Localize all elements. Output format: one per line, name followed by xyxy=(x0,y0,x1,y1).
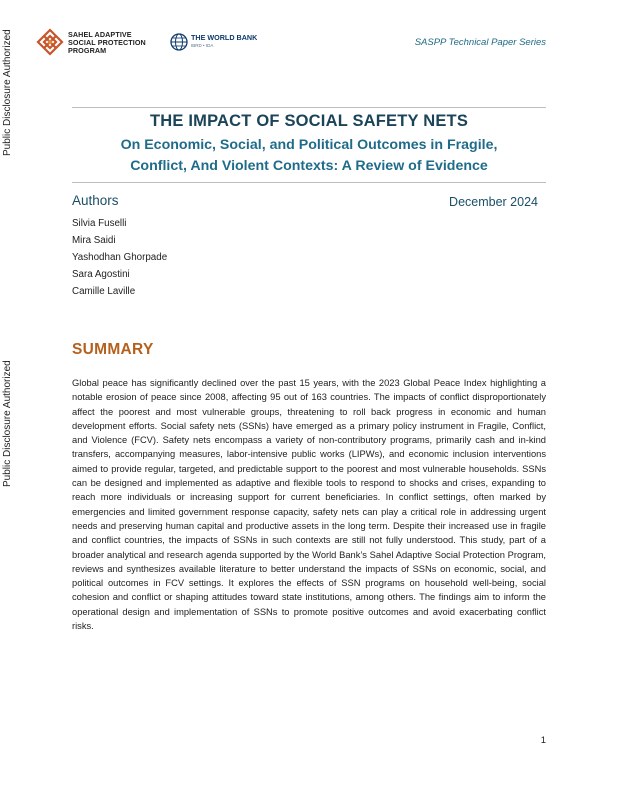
sahel-logo-line3: PROGRAM xyxy=(68,46,107,55)
sahel-logo-text xyxy=(68,31,146,55)
globe-icon xyxy=(170,33,188,51)
page-number: 1 xyxy=(540,735,546,746)
publication-date: December 2024 xyxy=(449,195,538,209)
author-name: Camille Laville xyxy=(72,286,136,297)
title-block xyxy=(72,112,546,177)
knot-mark-icon xyxy=(36,28,64,58)
world-bank-sub: IBRD • IDA xyxy=(191,43,214,48)
author-name: Yashodhan Ghorpade xyxy=(72,252,168,263)
world-bank-logo-text xyxy=(191,34,257,50)
title-top-divider xyxy=(72,107,546,108)
sahel-logo-line2: SOCIAL PROTECTION xyxy=(68,38,146,47)
world-bank-name: THE WORLD BANK xyxy=(191,33,258,42)
summary-body: Global peace has significantly declined over the past 15 years, with the 2023 Global Peace Index highlighting a notable erosion of peace since 2008, affecting 95 out of 163 countries. The impacts of conflict disproportionately affect the poorest and most vulnerable groups, threatening to roll back progress in economic and human development efforts. Social safety nets (SSNs) have emerged as a primary policy instrument in Fragile, Conflict, and Violence (FCV). Safety nets encompass a variety of non-contributory programs, primarily cash and in-kind transfers, accompanying measures, labor-intensive public works (LIPWs), and economic inclusion interventions aimed to provide regular, targeted, and predictable support to the poorest and most vulnerable households. SSNs can be designed and implemented as adaptive and flexible tools to respond to shocks and crises, expanding to reach more individuals or increasing support for current beneficiaries. In conflict settings, often marked by emergencies and limited government response capacity, safety nets can play a critical role in addressing urgent needs and preserving human capital and productive assets in the long term. Despite their increased use in fragile and conflict countries, the impacts of SSNs in such contexts are still not fully understood. This study, part of a broader analytical and research agenda supported by the World Bank’s Sahel Adaptive Social Protection Program, reviews and synthesizes available literature to better understand the impacts of SSNs on economic, social, and political outcomes in FCV settings. It explores the effects of SSN programs on household well-being, social cohesion and conflict or shaping attitudes toward state institutions, among others. The findings aim to inform the operational design and implementation of SSNs to promote positive outcomes and avoid exacerbating conflict risks. xyxy=(72,378,546,632)
author-name: Mira Saidi xyxy=(72,235,116,246)
sahel-logo-line1: SAHEL ADAPTIVE xyxy=(68,30,132,39)
series-name: SASPP Technical Paper Series xyxy=(414,37,546,48)
main-title: THE IMPACT OF SOCIAL SAFETY NETS xyxy=(149,112,469,130)
author-name: Sara Agostini xyxy=(72,269,130,280)
subtitle-line1: On Economic, Social, and Political Outcomes in Fragile, xyxy=(120,137,498,153)
authors-heading: Authors xyxy=(72,193,119,208)
authors-list xyxy=(72,215,167,300)
subtitle xyxy=(72,135,546,177)
public-disclosure-label-bottom: Public Disclosure Authorized xyxy=(2,360,13,487)
world-bank-logo xyxy=(170,33,257,51)
summary-heading: SUMMARY xyxy=(72,341,154,358)
author-name: Silvia Fuselli xyxy=(72,218,127,229)
sahel-program-logo xyxy=(36,28,146,58)
public-disclosure-label-top: Public Disclosure Authorized xyxy=(2,29,13,156)
subtitle-line2: Conflict, And Violent Contexts: A Review of Evidence xyxy=(130,158,488,174)
title-bottom-divider xyxy=(72,182,546,183)
